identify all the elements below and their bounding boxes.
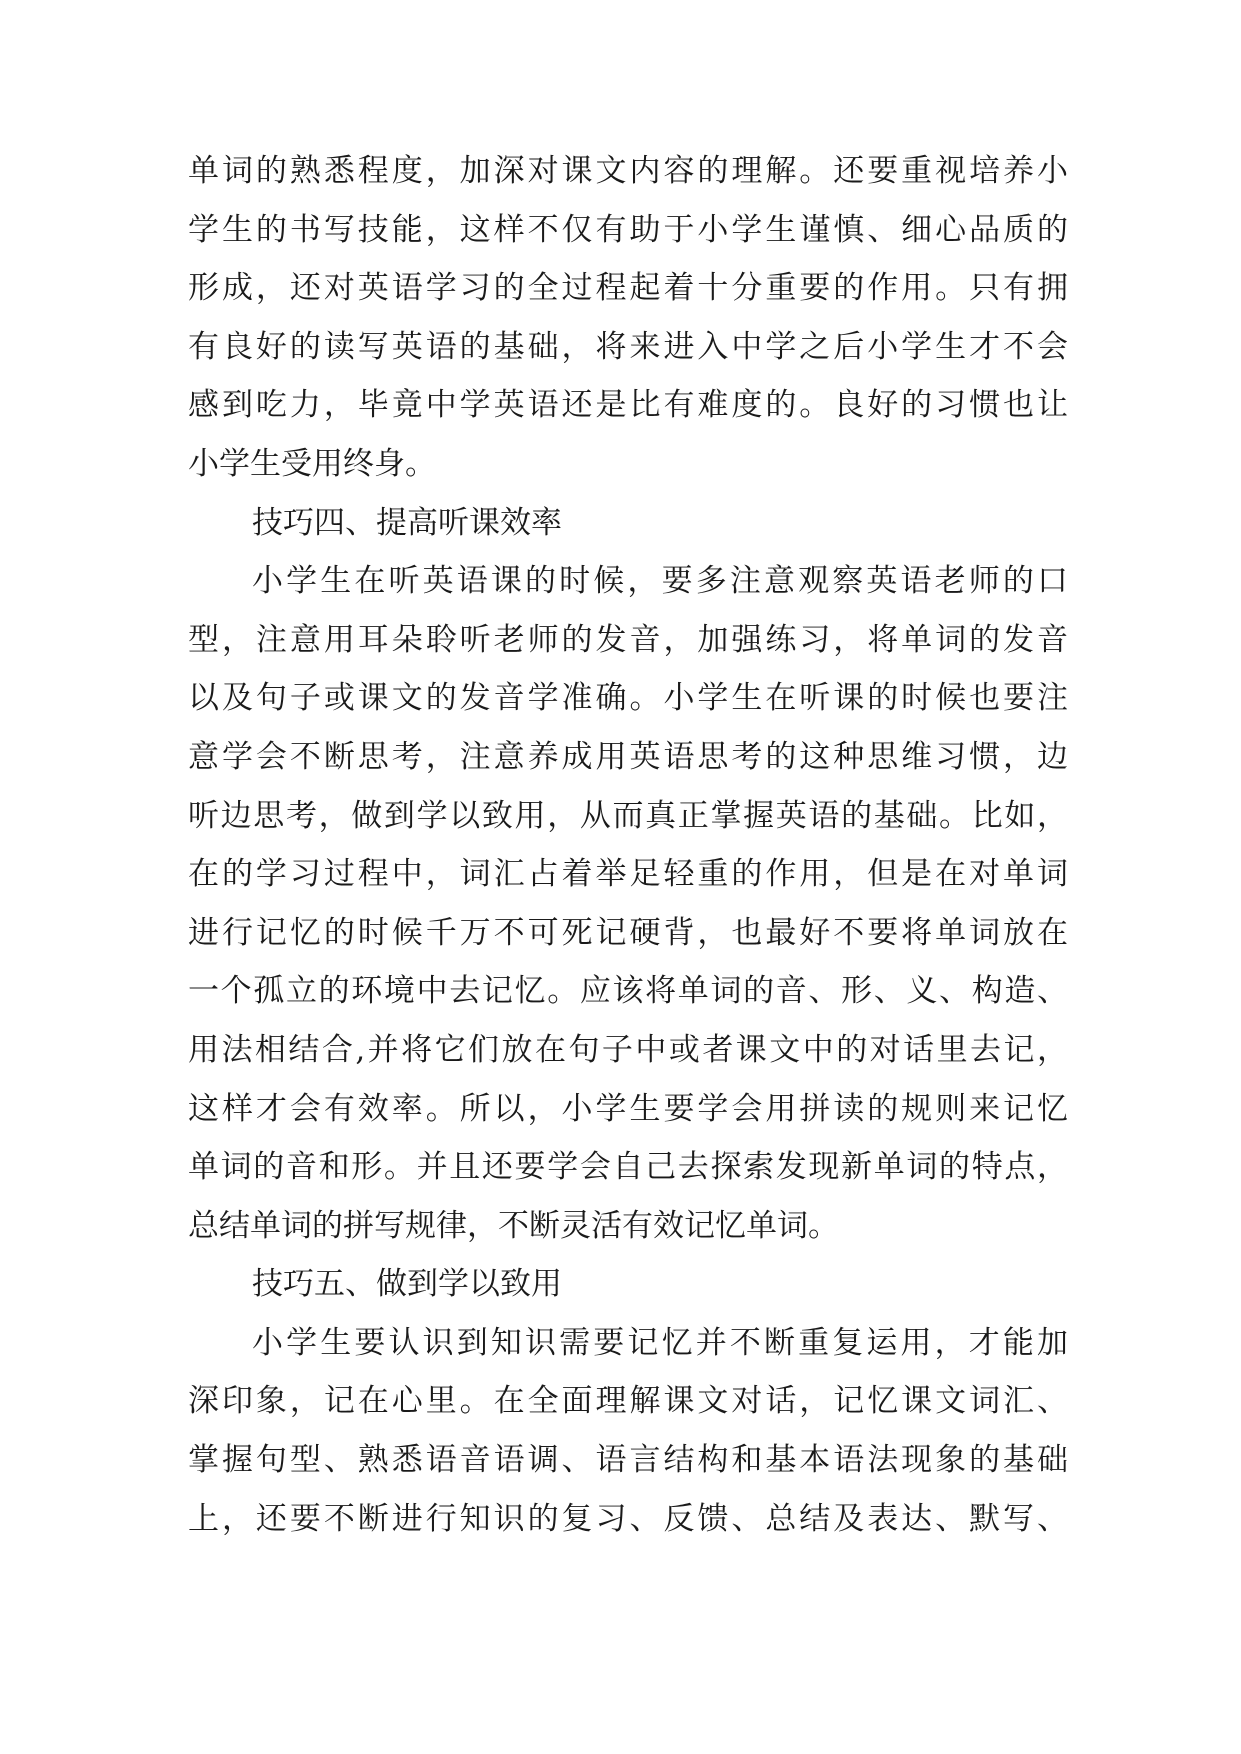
text-line: 听边思考，做到学以致用，从而真正掌握英语的基础。比如， [188,797,1068,834]
text-line: 意学会不断思考，注意养成用英语思考的这种思维习惯，边 [188,738,1068,775]
text-line: 掌握句型、熟悉语音语调、语言结构和基本语法现象的基础 [188,1442,1068,1479]
text-line: 形成，还对英语学习的全过程起着十分重要的作用。只有拥 [188,270,1068,307]
text-line: 小学生要认识到知识需要记忆并不断重复运用，才能加 [252,1324,1068,1361]
document-body [188,142,1068,1548]
text-line: 小学生在听英语课的时候，要多注意观察英语老师的口 [252,563,1068,600]
text-line: 进行记忆的时候千万不可死记硬背，也最好不要将单词放在 [188,914,1068,951]
text-line: 一个孤立的环境中去记忆。应该将单词的音、形、义、构造、 [188,973,1068,1010]
text-line: 小学生受用终身。 [188,445,436,482]
text-line: 感到吃力，毕竟中学英语还是比有难度的。良好的习惯也让 [188,387,1068,424]
section-heading-tip-5: 技巧五、做到学以致用 [252,1266,562,1303]
text-line: 单词的音和形。并且还要学会自己去探索发现新单词的特点， [188,1149,1068,1186]
text-line: 型，注意用耳朵聆听老师的发音，加强练习，将单词的发音 [188,621,1068,658]
text-line: 上，还要不断进行知识的复习、反馈、总结及表达、默写、 [188,1500,1068,1537]
text-line: 单词的熟悉程度，加深对课文内容的理解。还要重视培养小 [188,153,1068,189]
text-line: 深印象，记在心里。在全面理解课文对话，记忆课文词汇、 [188,1383,1068,1420]
text-line: 在的学习过程中，词汇占着举足轻重的作用，但是在对单词 [188,856,1068,893]
text-line: 学生的书写技能，这样不仅有助于小学生谨慎、细心品质的 [188,211,1068,248]
text-line: 这样才会有效率。所以，小学生要学会用拼读的规则来记忆 [188,1090,1068,1127]
text-line: 有良好的读写英语的基础，将来进入中学之后小学生才不会 [188,328,1068,365]
text-line: 总结单词的拼写规律，不断灵活有效记忆单词。 [188,1207,839,1244]
section-heading-tip-4: 技巧四、提高听课效率 [252,504,562,541]
text-line: 用法相结合,并将它们放在句子中或者课文中的对话里去记， [188,1031,1068,1068]
text-line: 以及句子或课文的发音学准确。小学生在听课的时候也要注 [188,680,1068,717]
